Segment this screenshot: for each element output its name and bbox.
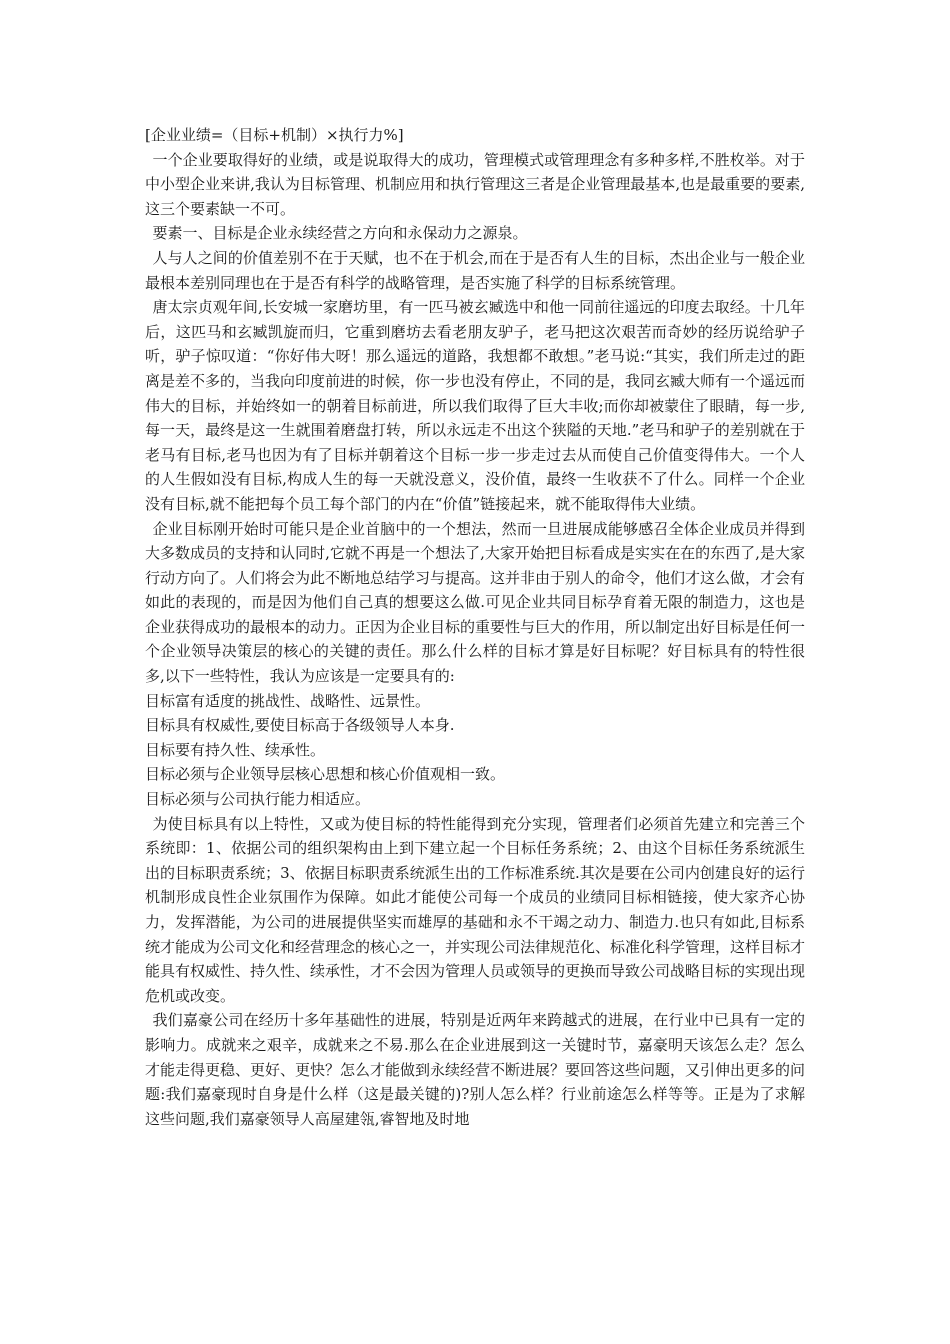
paragraph-value-difference: 人与人之间的价值差别不在于天赋，也不在于机会,而在于是否有人生的目标，杰出企业与一般企业最根本差别同理也在于是否有科学的战略管理，是否实施了科学的目标系统管理。 xyxy=(145,248,805,292)
list-item-goal-challenge: 目标富有适度的挑战性、战略性、远景性。 xyxy=(145,691,431,710)
paragraph-jiahao-company: 我们嘉豪公司在经历十多年基础性的进展，特别是近两年来跨越式的进展，在行业中已具有一定的影响力。成就来之艰辛，成就来之不易.那么在企业进展到这一关键时节，嘉豪明天该怎么走？怎么才能走得更稳、更好、更快？怎么才能做到永续经营不断进展？要回答这些问题，又引伸出更多的问题:我们嘉豪现时自身是什么样（这是最关键的)?别人怎么样？行业前途怎么样等等。正是为了求解这些问题,我们嘉豪领导人高屋建瓴,睿智地及时地 xyxy=(145,1011,806,1128)
paragraph-horse-story: 唐太宗贞观年间,长安城一家磨坊里，有一匹马被玄臧选中和他一同前往遥远的印度去取经。十几年后，这匹马和玄臧凯旋而归，它重到磨坊去看老朋友驴子，老马把这次艰苦而奇妙的经历说给驴子听，驴子惊叹道：“你好伟大呀！那么遥远的道路，我想都不敢想。”老马说:“其实，我们所走过的距离是差不多的，当我向印度前进的时候，你一步也没有停止，不同的是，我同玄臧大师有一个遥远而伟大的目标，并始终如一的朝着目标前进，所以我们取得了巨大丰收;而你却被蒙住了眼睛，每一步,每一天，最终是这一生就围着磨盘打转，所以永远走不出这个狭隘的天地.”老马和驴子的差别就在于老马有目标,老马也因为有了目标并朝着这个目标一步一步走过去从而使自己价值变得伟大。一个人的人生假如没有目标,构成人生的每一天就没意义，没价值，最终一生收获不了什么。同样一个企业没有目标,就不能把每个员工每个部门的内在“价值”链接起来，就不能取得伟大业绩。 xyxy=(145,298,806,513)
list-item-goal-capability: 目标必须与公司执行能力相适应。 xyxy=(145,790,371,809)
paragraph-three-systems: 为使目标具有以上特性，又或为使目标的特性能得到充分实现，管理者们必须首先建立和完善三个系统即：1、依据公司的组织架构由上到下建立起一个目标任务系统；2、由这个目标任务系统派生出的目标职责系统；3、依据目标职责系统派生出的工作标准系统.其次是要在公司内创建良好的运行机制形成良性企业氛围作为保障。如此才能使公司每一个成员的业绩同目标相链接，使大家齐心协力，发挥潜能，为公司的进展提供坚实而雄厚的基础和永不干竭之动力、制造力.也只有如此,目标系统才能成为公司文化和经营理念的核心之一，并实现公司法律规范化、标准化科学管理，这样目标才能具有权威性、持久性、续承性，才不会因为管理人员或领导的更换而导致公司战略目标的实现出现危机或改变。 xyxy=(145,814,806,1005)
paragraph-element-one-heading: 要素一、目标是企业永续经营之方向和永保动力之源泉。 xyxy=(152,224,528,243)
list-item-goal-values: 目标必须与企业领导层核心思想和核心价值观相一致。 xyxy=(145,765,506,784)
list-item-goal-durability: 目标要有持久性、续承性。 xyxy=(145,740,326,759)
list-item-goal-authority: 目标具有权威性,要使目标高于各级领导人本身. xyxy=(145,716,455,735)
paragraph-intro: 一个企业要取得好的业绩，或是说取得大的成功，管理模式或管理理念有多种多样,不胜枚举。对于中小型企业来讲,我认为目标管理、机制应用和执行管理这三者是企业管理最基本,也是最重要的要素,这三个要素缺一不可。 xyxy=(145,150,805,218)
document-body xyxy=(145,123,805,1131)
paragraph-enterprise-goal: 企业目标刚开始时可能只是企业首脑中的一个想法，然而一旦进展成能够感召全体企业成员并得到大多数成员的支持和认同时,它就不再是一个想法了,大家开始把目标看成是实实在在的东西了,是大家行动方向了。人们将会为此不断地总结学习与提高。这并非由于别人的命令，他们才这么做，才会有如此的表现的，而是因为他们自己真的想要这么做.可见企业共同目标孕育着无限的制造力，这也是企业获得成功的最根本的动力。正因为企业目标的重要性与巨大的作用，所以制定出好目标是任何一个企业领导决策层的核心的关键的责任。那么什么样的目标才算是好目标呢？好目标具有的特性很多,以下一些特性，我认为应该是一定要具有的: xyxy=(145,519,806,686)
formula-heading: [企业业绩=（目标+机制）×执行力%] xyxy=(145,126,404,144)
